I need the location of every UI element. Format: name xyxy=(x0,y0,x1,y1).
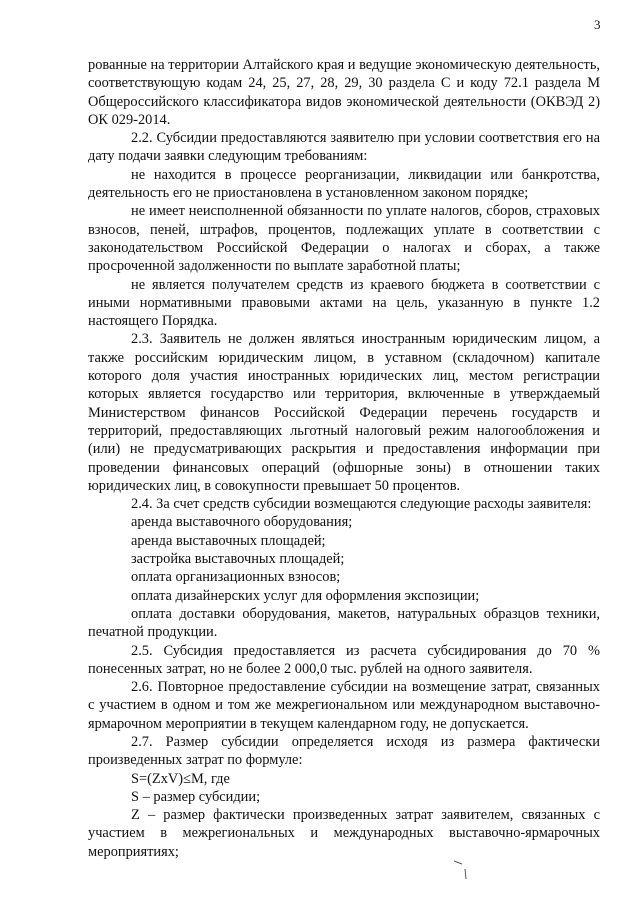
paragraph: 2.6. Повторное предоставление субсидии на возмещение затрат, связанных с участием в одном и том же межрегиональном или международном выставочно-ярмарочном мероприятии в текущем календарном году, не допускается. xyxy=(88,679,600,732)
paragraph: 2.2. Субсидии предоставляются заявителю при условии соответствия его на дату подачи заявки следующим требованиям: xyxy=(88,130,600,165)
paragraph: оплата дизайнерских услуг для оформления экспозиции; xyxy=(131,587,480,604)
paragraph: 2.5. Субсидия предоставляется из расчета субсидирования до 70 % понесенных затрат, но не более 2 000,0 тыс. рублей на одного заявителя. xyxy=(88,642,600,677)
paragraph: не имеет неисполненной обязанности по уплате налогов, сборов, страховых взносов, пеней, штрафов, процентов, подлежащих уплате в соответствии с законодательством Российской Федерации о налогах и сборах, а также просроченной задолженности по выплате заработной платы; xyxy=(88,203,600,275)
paragraph: 2.7. Размер субсидии определяется исходя из размера фактически произведенных затрат по формуле: xyxy=(88,733,600,769)
paragraph: 2.3. Заявитель не должен являться иностранным юридическим лицом, а также российским юридическим лицом, в уставном (складочном) капитале которого доля участия иностранных юридических лиц, местом регистрации которых является государство или территория, включенные в утверждаемый Министерством финансов Российской Федерации перечень государств и территорий, предоставляющих льготный налоговый режим налогообложения и (или) не предусматривающих раскрытия и предоставления информации при проведении финансовых операций (офшорные зоны) в отношении таких юридических лиц, в совокупности превышает 50 процентов. xyxy=(88,331,600,494)
paragraph: S – размер субсидии; xyxy=(131,788,261,805)
paragraph: оплата организационных взносов; xyxy=(131,569,341,586)
paragraph: оплата доставки оборудования, макетов, натуральных образцов техники, печатной продукции. xyxy=(88,605,600,641)
paragraph: рованные на территории Алтайского края и ведущие экономическую деятельность, соответствующую кодам 24, 25, 27, 28, 29, 30 раздела C и коду 72.1 раздела M Общероссийского классификатора видов экономической деятельности (ОКВЭД 2) ОК 029-2014. xyxy=(88,57,600,128)
document-body xyxy=(88,56,600,861)
paragraph: аренда выставочного оборудования; xyxy=(131,514,353,531)
scan-artifact-mark xyxy=(452,855,474,881)
paragraph: Z – размер фактически произведенных затрат заявителем, связанных с участием в межрегиональных и международных выставочно-ярмарочных мероприятиях; xyxy=(88,807,600,860)
paragraph: не находится в процессе реорганизации, ликвидации или банкротства, деятельность его не приостановлена в установленном законом порядке; xyxy=(88,166,600,202)
paragraph: S=(ZxV)≤M, где xyxy=(131,770,230,787)
paragraph: аренда выставочных площадей; xyxy=(131,532,326,549)
paragraph: застройка выставочных площадей; xyxy=(131,551,345,568)
page-number: 3 xyxy=(594,17,601,32)
paragraph: не является получателем средств из краевого бюджета в соответствии с иными нормативными правовыми актами на цель, указанную в пункте 1.2 настоящего Порядка. xyxy=(88,276,600,330)
paragraph: 2.4. За счет средств субсидии возмещаются следующие расходы заявителя: xyxy=(131,496,592,513)
